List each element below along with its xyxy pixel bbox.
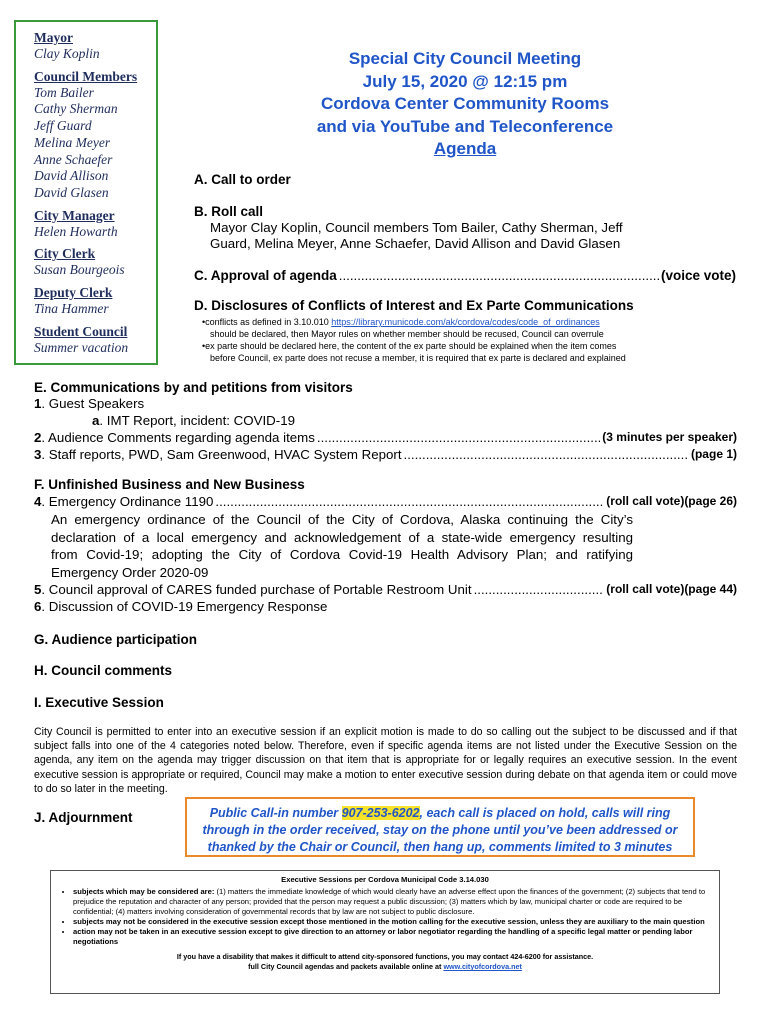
item-e2 bbox=[34, 430, 737, 445]
item-num: 4 bbox=[34, 494, 42, 509]
executive-session-text: City Council is permitted to enter into an executive session if an explicit motion is made to do so calling out the subject to be discussed and if that subject falls into one of the 4 categories noted below. Therefore, even if specific agenda items are not listed under the Executive Session on the agenda, any item on the agenda may trigger discussion on that item that is appropriate for or legally requires an executive session. In the event executive session is appropriate or required, Council may make a motion to enter executive session during debate on that agenda item or could move to do so later in the meeting. bbox=[34, 726, 737, 795]
disclosure-notes bbox=[202, 316, 742, 364]
city-clerk-name: Susan Bourgeois bbox=[34, 262, 125, 278]
call-in-text: , each call is placed on hold, calls will ring bbox=[419, 806, 671, 820]
council-member: David Allison bbox=[34, 168, 109, 184]
council-roster-box bbox=[14, 20, 158, 365]
mayor-heading: Mayor bbox=[34, 30, 73, 45]
roll-call-line: Mayor Clay Koplin, Council members Tom Bailer, Cathy Sherman, Jeff bbox=[210, 220, 623, 235]
item-text: . Council approval of CARES funded purchase of Portable Restroom Unit bbox=[41, 582, 472, 597]
call-in-text: Public Call-in number bbox=[209, 806, 342, 820]
ordinance-description bbox=[51, 511, 633, 581]
deputy-clerk-heading: Deputy Clerk bbox=[34, 285, 113, 301]
mayor-name: Clay Koplin bbox=[34, 46, 100, 61]
item-note: (roll call vote)(page 44) bbox=[606, 582, 737, 596]
council-member: David Glasen bbox=[34, 184, 109, 200]
executive-session-box bbox=[50, 870, 720, 994]
item-i: I. Executive Session bbox=[34, 695, 164, 710]
item-f5 bbox=[34, 582, 737, 597]
item-num: 3 bbox=[34, 447, 42, 462]
call-in-line bbox=[187, 805, 693, 822]
item-g: G. Audience participation bbox=[34, 632, 198, 647]
item-num: a bbox=[92, 413, 100, 428]
accessibility-note: If you have a disability that makes it difficult to attend city-sponsored functions, you may contact 424-6200 for assistance. bbox=[176, 952, 594, 961]
title-line: Special City Council Meeting bbox=[348, 49, 582, 68]
municode-link[interactable]: https://library.municode.com/ak/cordova/codes/code_of_ordinances bbox=[331, 317, 600, 327]
item-f6 bbox=[34, 599, 327, 614]
conflicts-note-cont: should be declared, then Mayor rules on whether member should be recused, Council can overrule bbox=[210, 329, 604, 339]
item-d: D. Disclosures of Conflicts of Interest and Ex Parte Communications bbox=[194, 298, 634, 313]
item-text: . IMT Report, incident: COVID-19 bbox=[99, 413, 295, 428]
exec-rule-lead: subjects which may be considered are: bbox=[73, 887, 215, 896]
packets-note bbox=[59, 962, 711, 972]
deputy-clerk-name: Tina Hammer bbox=[34, 301, 109, 317]
item-a: A. Call to order bbox=[194, 172, 291, 187]
agenda-heading: Agenda bbox=[433, 139, 497, 158]
ordinance-text: declaration of a local emergency and acknowledgement of a state-wide emergency resulting bbox=[51, 529, 633, 545]
title-line: July 15, 2020 @ 12:15 pm bbox=[362, 71, 568, 91]
council-member: Cathy Sherman bbox=[34, 101, 118, 117]
conflicts-note: •conflicts as defined in 3.10.010 bbox=[202, 317, 332, 327]
council-member: Tom Bailer bbox=[34, 84, 94, 100]
council-heading: Council Members bbox=[34, 68, 138, 84]
call-in-line: thanked by the Chair or Council, then hang up, comments limited to 3 minutes bbox=[207, 840, 673, 854]
roll-call-text bbox=[210, 220, 623, 252]
council-member: Jeff Guard bbox=[34, 118, 92, 134]
ordinance-line bbox=[51, 511, 633, 529]
item-e3 bbox=[34, 447, 737, 462]
city-manager-name: Helen Howarth bbox=[34, 223, 118, 239]
item-num: 6 bbox=[34, 599, 42, 614]
call-in-line: through in the order received, stay on the phone until you’ve been addressed or bbox=[202, 823, 678, 837]
item-f: F. Unfinished Business and New Business bbox=[34, 477, 305, 492]
item-note: (page 1) bbox=[690, 447, 737, 461]
student-council-name: Summer vacation bbox=[34, 339, 129, 355]
packets-text: full City Council agendas and packets available online at bbox=[248, 962, 444, 971]
exec-rule-text: (1) matters the immediate knowledge of which would clearly have an adverse effect upon the finances of the government; (2) subjects that tend to prejudice the reputation and character of any person; provided that the person may request a public discussion; (3) matters which by law, municipal charter or code are required to be confidential; (4) matters involving consideration of governmental records that by law are not subject to public disclosure. bbox=[73, 887, 706, 916]
title-line: and via YouTube and Teleconference bbox=[316, 116, 614, 136]
item-text: . Guest Speakers bbox=[41, 396, 145, 411]
ordinance-text: Emergency Order 2020-09 bbox=[51, 564, 209, 580]
ordinance-text: An emergency ordinance of the Council of the City of Cordova, Alaska continuing the City’s bbox=[51, 512, 633, 527]
exec-rule bbox=[73, 887, 711, 917]
council-member: Anne Schaefer bbox=[34, 151, 113, 167]
meeting-title bbox=[170, 48, 760, 161]
item-e: E. Communications by and petitions from visitors bbox=[34, 380, 353, 395]
item-e1a bbox=[92, 413, 295, 428]
item-f4 bbox=[34, 494, 737, 509]
item-c-label: C. Approval of agenda bbox=[194, 268, 337, 283]
item-c-note: (voice vote) bbox=[660, 268, 736, 283]
title-line: Cordova Center Community Rooms bbox=[320, 94, 610, 113]
item-e1 bbox=[34, 396, 144, 411]
item-text: . Staff reports, PWD, Sam Greenwood, HVAC System Report bbox=[41, 447, 402, 462]
exec-rule: • action may not be taken in an executive session except to give direction to an attorney or labor negotiator regarding the handling of a specific legal matter or pending labor negotiations bbox=[73, 927, 711, 947]
ordinance-line bbox=[51, 529, 633, 547]
call-in-number[interactable]: 907-253-6202 bbox=[341, 806, 420, 820]
ex-parte-note-cont: before Council, ex parte does not recuse a member, it is required that ex parte is declared and explained bbox=[210, 353, 626, 363]
item-num: 2 bbox=[34, 430, 42, 445]
exec-box-title: Executive Sessions per Cordova Municipal Code 3.14.030 bbox=[281, 875, 489, 884]
roll-call-line: Guard, Melina Meyer, Anne Schaefer, David Allison and David Glasen bbox=[210, 236, 621, 251]
item-text: . Emergency Ordinance 1190 bbox=[41, 494, 214, 509]
call-in-box bbox=[185, 797, 695, 857]
item-b: B. Roll call bbox=[194, 204, 264, 219]
city-clerk-heading: City Clerk bbox=[34, 246, 96, 262]
ex-parte-note: •ex parte should be declared here, the content of the ex parte should be explained when the item comes bbox=[202, 341, 617, 351]
ordinance-line bbox=[51, 546, 633, 564]
item-h: H. Council comments bbox=[34, 663, 173, 678]
council-member: Melina Meyer bbox=[34, 134, 111, 150]
city-manager-heading: City Manager bbox=[34, 207, 115, 223]
ordinance-text: from Covid-19; adopting the City of Cordova Covid-19 Health Advisory Plan; and ratifying bbox=[51, 547, 633, 562]
student-council-heading: Student Council bbox=[34, 323, 128, 339]
item-num: 1 bbox=[34, 396, 42, 411]
item-text: . Discussion of COVID-19 Emergency Response bbox=[41, 599, 328, 614]
city-website-link[interactable]: www.cityofcordova.net bbox=[443, 962, 522, 971]
item-num: 5 bbox=[34, 582, 42, 597]
item-text: . Audience Comments regarding agenda items bbox=[41, 430, 315, 445]
item-j: J. Adjournment bbox=[34, 810, 133, 825]
exec-rule: • subjects may not be considered in the executive session except those mentioned in the motion calling for the executive session, unless they are auxiliary to the main question bbox=[73, 917, 711, 927]
item-c bbox=[194, 268, 736, 283]
item-note: (3 minutes per speaker) bbox=[602, 430, 737, 444]
item-note: (roll call vote)(page 26) bbox=[606, 494, 737, 508]
